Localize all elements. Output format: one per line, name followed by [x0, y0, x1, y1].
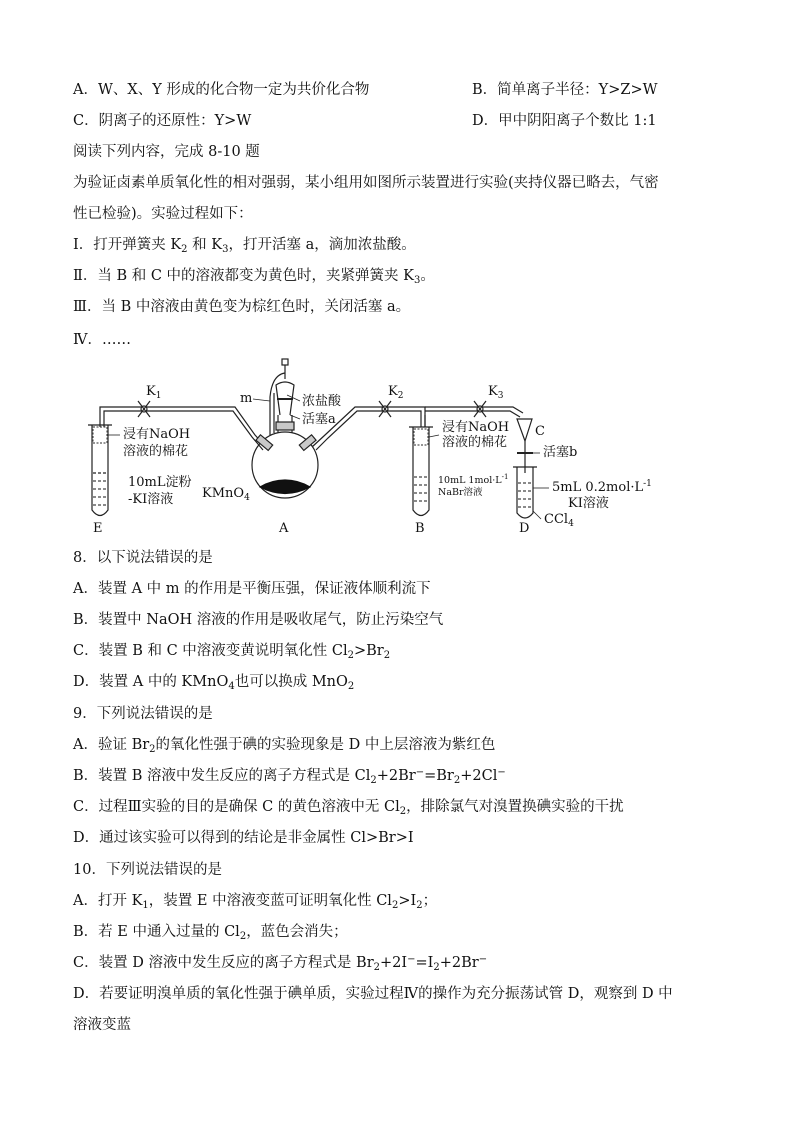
q9-stem: 9．下列说法错误的是 — [73, 706, 213, 722]
q8-option-a: A．装置 A 中 m 的作用是平衡压强，保证液体顺利流下 — [73, 581, 431, 597]
q8-stem: 8．以下说法错误的是 — [73, 550, 213, 566]
q10-option-c: C．装置 D 溶液中发生反应的离子方程式是 $Br_2+2I^-=I_2+2Br^-$ — [73, 954, 488, 973]
label-d-solution-1: 5mL $0.2mol\cdot L^{-1}$ — [552, 479, 652, 495]
q8-option-d: D．装置 A 中的 KMnO$_4$也可以换成 MnO$_2$ — [73, 674, 355, 692]
q7-option-c: C．阴离子的还原性：Y>W — [73, 113, 252, 129]
purpose-line-2: 性已检验)。实验过程如下： — [73, 206, 253, 222]
step-4: Ⅳ．…… — [73, 332, 131, 348]
funnel-c — [517, 419, 532, 441]
label-k1: $K_1$ — [146, 384, 162, 401]
label-naoh-cotton-b-1: 浸有NaOH — [442, 420, 510, 435]
step-3: Ⅲ．当 B 中溶液由黄色变为棕红色时，关闭活塞 a。 — [73, 299, 411, 315]
label-naoh-cotton-b-2: 溶液的棉花 — [442, 435, 508, 450]
label-a: A — [279, 521, 289, 535]
label-valve-a: 活塞a — [302, 412, 336, 427]
q9-option-c: C．过程Ⅲ实验的目的是确保 C 的黄色溶液中无 $Cl_2$，排除氯气对溴置换碘实验的干扰 — [73, 799, 624, 817]
step-1: Ⅰ．打开弹簧夹 $K_2$ 和 $K_3$，打开活塞 a，滴加浓盐酸。 — [73, 237, 416, 255]
label-m: m — [240, 391, 253, 406]
reading-instruction: 阅读下列内容，完成 8-10 题 — [73, 144, 260, 160]
purpose-line-1: 为验证卤素单质氧化性的相对强弱，某小组用如图所示装置进行实验(夹持仪器已略去，气密 — [73, 175, 659, 191]
q9-option-d: D．通过该实验可以得到的结论是非金属性 Cl>Br>I — [73, 830, 414, 846]
label-naoh-cotton-e-2: 溶液的棉花 — [123, 444, 189, 459]
label-b: B — [415, 521, 425, 535]
label-b-solution-1: 10mL $1mol\cdot L^{-1}$ — [438, 473, 509, 486]
label-d-solution-2: KI溶液 — [568, 496, 609, 511]
label-naoh-cotton-e-1: 浸有NaOH — [123, 427, 191, 442]
label-valve-b: 活塞b — [543, 445, 578, 460]
q8-option-b: B．装置中 NaOH 溶液的作用是吸收尾气，防止污染空气 — [73, 612, 444, 628]
label-b-solution-2: NaBr溶液 — [438, 487, 483, 498]
label-hcl: 浓盐酸 — [302, 394, 342, 409]
label-ccl4: CCl$_4$ — [544, 512, 574, 529]
label-c: C — [535, 424, 545, 439]
label-k2: $K_2$ — [388, 384, 404, 401]
apparatus-diagram — [80, 355, 730, 535]
label-e-solution-1: 10mL淀粉 — [128, 475, 192, 490]
q7-option-b: B．简单离子半径：Y>Z>W — [472, 82, 658, 98]
q10-stem: 10．下列说法错误的是 — [73, 862, 222, 878]
q10-option-d-line-2: 溶液变蓝 — [73, 1017, 131, 1033]
step-2: Ⅱ．当 B 和 C 中的溶液都变为黄色时，夹紧弹簧夹 $K_3$。 — [73, 268, 435, 286]
label-e-solution-2: -KI溶液 — [128, 492, 174, 507]
q9-option-b: B．装置 B 溶液中发生反应的离子方程式是 $Cl_2+2Br^-=Br_2+2Cl^-$ — [73, 767, 506, 786]
q8-option-c: C．装置 B 和 C 中溶液变黄说明氧化性 $Cl_2>Br_2$ — [73, 643, 391, 661]
q10-option-b: B．若 E 中通入过量的 $Cl_2$，蓝色会消失； — [73, 924, 348, 942]
q10-option-d-line-1: D．若要证明溴单质的氧化性强于碘单质，实验过程Ⅳ的操作为充分振荡试管 D，观察到 D 中 — [73, 986, 673, 1002]
q10-option-a: A．打开 $K_1$，装置 E 中溶液变蓝可证明氧化性 $Cl_2>I_2$； — [73, 893, 438, 911]
test-tube-d — [517, 467, 533, 518]
label-e: E — [93, 521, 103, 535]
q7-option-a: A．W、X、Y 形成的化合物一定为共价化合物 — [73, 82, 370, 98]
pressure-tube-m — [270, 393, 274, 435]
q7-option-d: D．甲中阴阳离子个数比 1:1 — [472, 113, 657, 129]
label-k3: $K_3$ — [488, 384, 504, 401]
q9-option-a: A．验证 $Br_2$的氧化性强于碘的实验现象是 D 中上层溶液为紫红色 — [73, 737, 496, 755]
label-d: D — [519, 521, 530, 535]
label-kmno4: KMnO$_4$ — [202, 486, 250, 503]
